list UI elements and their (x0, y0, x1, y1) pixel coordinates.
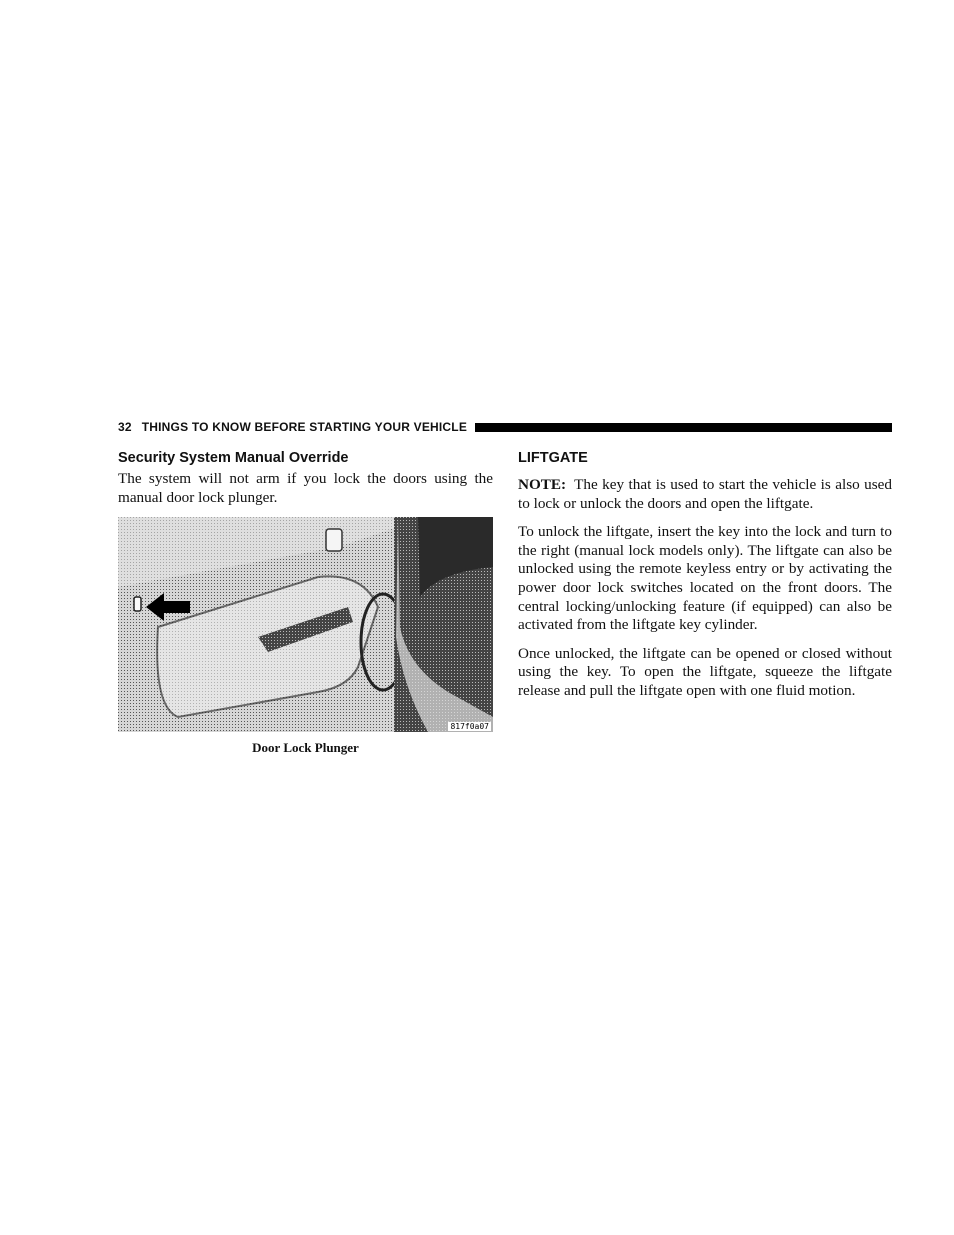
figure-caption: Door Lock Plunger (252, 740, 359, 756)
figure-code: 817f0a07 (450, 722, 489, 732)
liftgate-unlock-paragraph: To unlock the liftgate, insert the key into the lock and turn to the right (manual lock models only). The liftgate can also be unlocked using the remote keyless entry or by activating the power door lock switches located on the front doors. The central locking/unlocking feature (if equipped) can also be activated from the liftgate key cylinder. (518, 523, 892, 634)
page-number: 32 (118, 420, 132, 434)
page-header (118, 418, 892, 436)
section-title: THINGS TO KNOW BEFORE STARTING YOUR VEHICLE (141, 420, 468, 434)
liftgate-heading: LIFTGATE (518, 450, 588, 466)
liftgate-open-paragraph: Once unlocked, the liftgate can be opened or closed without using the key. To open the liftgate, squeeze the liftgate release and pull the liftgate open with one fluid motion. (518, 644, 892, 699)
note-label: NOTE: (518, 476, 567, 493)
header-rule (475, 423, 892, 432)
left-column (118, 448, 493, 756)
note-text: The key that is used to start the vehicle is also used to lock or unlock the doors and open the liftgate. (518, 476, 892, 512)
door-lock-plunger-figure (118, 517, 493, 732)
right-column (518, 448, 892, 711)
security-override-heading: Security System Manual Override (118, 450, 349, 466)
security-override-paragraph: The system will not arm if you lock the doors using the manual door lock plunger. (118, 470, 493, 506)
note-paragraph (518, 476, 892, 513)
door-lock-illustration (118, 517, 493, 732)
